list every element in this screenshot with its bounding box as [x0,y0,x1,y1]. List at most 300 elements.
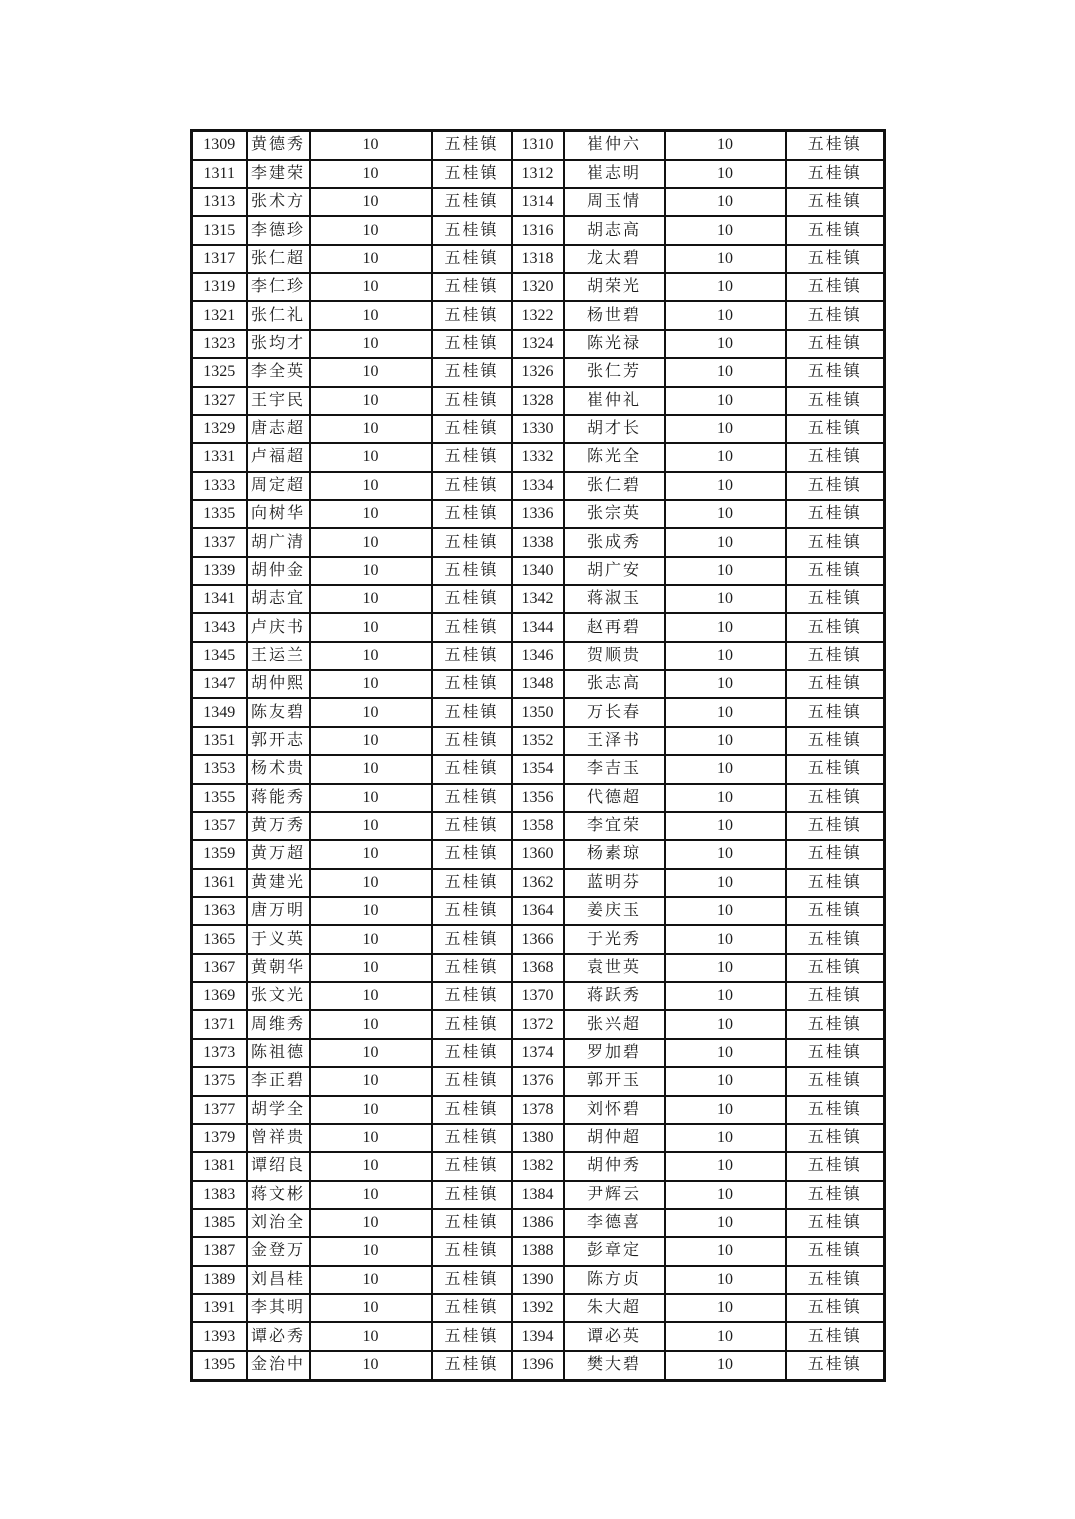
town-name: 五桂镇 [432,528,512,556]
town-name: 五桂镇 [432,982,512,1010]
amount-value: 10 [665,670,786,698]
person-name: 刘昌桂 [247,1266,310,1294]
person-name: 于光秀 [564,925,665,953]
amount-value: 10 [310,160,432,188]
table-row [192,1266,885,1294]
amount-value: 10 [310,897,432,925]
row-number: 1378 [512,1096,564,1124]
row-number: 1380 [512,1124,564,1152]
town-name: 五桂镇 [432,301,512,329]
row-number: 1323 [192,330,247,358]
row-number: 1395 [192,1351,247,1381]
person-name: 唐志超 [247,415,310,443]
row-number: 1396 [512,1351,564,1381]
row-number: 1324 [512,330,564,358]
person-name: 谭绍良 [247,1152,310,1180]
amount-value: 10 [310,1010,432,1038]
amount-value: 10 [665,954,786,982]
town-name: 五桂镇 [786,188,885,216]
amount-value: 10 [665,642,786,670]
person-name: 蒋淑玉 [564,585,665,613]
town-name: 五桂镇 [432,1124,512,1152]
town-name: 五桂镇 [786,387,885,415]
table-row [192,869,885,897]
table-row [192,216,885,244]
person-name: 王宇民 [247,387,310,415]
person-name: 卢福超 [247,443,310,471]
town-name: 五桂镇 [786,784,885,812]
town-name: 五桂镇 [432,925,512,953]
amount-value: 10 [665,982,786,1010]
town-name: 五桂镇 [432,131,512,160]
person-name: 黄朝华 [247,954,310,982]
person-name: 黄万超 [247,840,310,868]
person-name: 朱大超 [564,1294,665,1322]
town-name: 五桂镇 [432,755,512,783]
person-name: 李其明 [247,1294,310,1322]
row-number: 1385 [192,1209,247,1237]
amount-value: 10 [665,472,786,500]
row-number: 1381 [192,1152,247,1180]
town-name: 五桂镇 [786,1294,885,1322]
amount-value: 10 [310,585,432,613]
person-name: 张兴超 [564,1010,665,1038]
town-name: 五桂镇 [432,869,512,897]
person-name: 唐万明 [247,897,310,925]
row-number: 1318 [512,245,564,273]
amount-value: 10 [665,1237,786,1265]
town-name: 五桂镇 [786,131,885,160]
town-name: 五桂镇 [432,1294,512,1322]
row-number: 1355 [192,784,247,812]
amount-value: 10 [310,387,432,415]
row-number: 1313 [192,188,247,216]
table-row [192,784,885,812]
person-name: 胡仲熙 [247,670,310,698]
amount-value: 10 [310,1209,432,1237]
town-name: 五桂镇 [786,1181,885,1209]
town-name: 五桂镇 [432,330,512,358]
row-number: 1347 [192,670,247,698]
amount-value: 10 [310,472,432,500]
person-name: 张志高 [564,670,665,698]
row-number: 1330 [512,415,564,443]
town-name: 五桂镇 [786,528,885,556]
town-name: 五桂镇 [786,557,885,585]
amount-value: 10 [310,784,432,812]
amount-value: 10 [665,387,786,415]
amount-value: 10 [665,330,786,358]
row-number: 1317 [192,245,247,273]
town-name: 五桂镇 [432,500,512,528]
town-name: 五桂镇 [786,330,885,358]
row-number: 1389 [192,1266,247,1294]
town-name: 五桂镇 [786,670,885,698]
town-name: 五桂镇 [432,1067,512,1095]
table-row [192,188,885,216]
table-row [192,1209,885,1237]
person-name: 贺顺贵 [564,642,665,670]
amount-value: 10 [665,869,786,897]
row-number: 1366 [512,925,564,953]
town-name: 五桂镇 [786,160,885,188]
amount-value: 10 [310,1124,432,1152]
town-name: 五桂镇 [432,1152,512,1180]
row-number: 1392 [512,1294,564,1322]
town-name: 五桂镇 [432,358,512,386]
person-name: 李建荣 [247,160,310,188]
town-name: 五桂镇 [786,415,885,443]
row-number: 1316 [512,216,564,244]
person-name: 崔志明 [564,160,665,188]
town-name: 五桂镇 [432,273,512,301]
town-name: 五桂镇 [432,160,512,188]
town-name: 五桂镇 [786,472,885,500]
row-number: 1309 [192,131,247,160]
amount-value: 10 [310,330,432,358]
person-name: 卢庆书 [247,613,310,641]
person-name: 龙太碧 [564,245,665,273]
amount-value: 10 [310,1181,432,1209]
amount-value: 10 [665,358,786,386]
amount-value: 10 [310,1237,432,1265]
row-number: 1344 [512,613,564,641]
row-number: 1394 [512,1322,564,1350]
town-name: 五桂镇 [432,1351,512,1381]
amount-value: 10 [310,500,432,528]
table-row [192,1039,885,1067]
table-row [192,812,885,840]
town-name: 五桂镇 [786,500,885,528]
row-number: 1356 [512,784,564,812]
person-name: 黄建光 [247,869,310,897]
amount-value: 10 [310,670,432,698]
person-name: 曾祥贵 [247,1124,310,1152]
town-name: 五桂镇 [432,1096,512,1124]
town-name: 五桂镇 [786,812,885,840]
amount-value: 10 [665,812,786,840]
row-number: 1325 [192,358,247,386]
person-name: 胡广清 [247,528,310,556]
amount-value: 10 [310,613,432,641]
town-name: 五桂镇 [786,358,885,386]
amount-value: 10 [665,1351,786,1381]
town-name: 五桂镇 [786,1322,885,1350]
person-name: 胡仲超 [564,1124,665,1152]
town-name: 五桂镇 [786,1124,885,1152]
person-name: 万长春 [564,698,665,726]
town-name: 五桂镇 [786,1266,885,1294]
amount-value: 10 [665,755,786,783]
table-row [192,1010,885,1038]
person-name: 李仁珍 [247,273,310,301]
town-name: 五桂镇 [432,1181,512,1209]
table-row [192,472,885,500]
town-name: 五桂镇 [432,557,512,585]
amount-value: 10 [310,1294,432,1322]
row-number: 1370 [512,982,564,1010]
table-row [192,557,885,585]
amount-value: 10 [310,982,432,1010]
amount-value: 10 [665,1181,786,1209]
amount-value: 10 [665,188,786,216]
table-row [192,528,885,556]
amount-value: 10 [665,897,786,925]
amount-value: 10 [665,245,786,273]
table-row [192,1096,885,1124]
amount-value: 10 [665,1294,786,1322]
town-name: 五桂镇 [786,585,885,613]
table-row [192,1152,885,1180]
amount-value: 10 [665,1039,786,1067]
town-name: 五桂镇 [432,472,512,500]
amount-value: 10 [310,131,432,160]
town-name: 五桂镇 [432,698,512,726]
amount-value: 10 [665,528,786,556]
row-number: 1340 [512,557,564,585]
person-name: 张术方 [247,188,310,216]
row-number: 1371 [192,1010,247,1038]
amount-value: 10 [310,443,432,471]
table-row [192,727,885,755]
person-name: 蓝明芬 [564,869,665,897]
table-row [192,330,885,358]
amount-value: 10 [665,613,786,641]
amount-value: 10 [665,784,786,812]
person-name: 张均才 [247,330,310,358]
row-number: 1375 [192,1067,247,1095]
town-name: 五桂镇 [432,216,512,244]
amount-value: 10 [310,1096,432,1124]
person-name: 胡才长 [564,415,665,443]
town-name: 五桂镇 [432,387,512,415]
person-name: 樊大碧 [564,1351,665,1381]
town-name: 五桂镇 [786,869,885,897]
row-number: 1374 [512,1039,564,1067]
amount-value: 10 [665,1322,786,1350]
town-name: 五桂镇 [786,1351,885,1381]
row-number: 1337 [192,528,247,556]
table-row [192,415,885,443]
row-number: 1365 [192,925,247,953]
person-name: 金登万 [247,1237,310,1265]
person-name: 胡学全 [247,1096,310,1124]
person-name: 崔仲六 [564,131,665,160]
town-name: 五桂镇 [786,897,885,925]
amount-value: 10 [665,585,786,613]
table-row [192,1124,885,1152]
person-name: 姜庆玉 [564,897,665,925]
amount-value: 10 [310,869,432,897]
amount-value: 10 [665,1010,786,1038]
person-name: 周定超 [247,472,310,500]
roster-table [190,129,886,1382]
person-name: 金治中 [247,1351,310,1381]
town-name: 五桂镇 [786,301,885,329]
town-name: 五桂镇 [432,642,512,670]
amount-value: 10 [310,698,432,726]
town-name: 五桂镇 [432,954,512,982]
amount-value: 10 [310,415,432,443]
row-number: 1358 [512,812,564,840]
table-row [192,443,885,471]
row-number: 1386 [512,1209,564,1237]
row-number: 1351 [192,727,247,755]
amount-value: 10 [310,188,432,216]
town-name: 五桂镇 [432,812,512,840]
person-name: 李德喜 [564,1209,665,1237]
person-name: 黄德秀 [247,131,310,160]
row-number: 1353 [192,755,247,783]
town-name: 五桂镇 [432,415,512,443]
amount-value: 10 [665,500,786,528]
town-name: 五桂镇 [786,982,885,1010]
town-name: 五桂镇 [432,1322,512,1350]
row-number: 1339 [192,557,247,585]
row-number: 1314 [512,188,564,216]
town-name: 五桂镇 [786,1010,885,1038]
amount-value: 10 [665,443,786,471]
table-row [192,698,885,726]
table-row [192,897,885,925]
table-row [192,755,885,783]
person-name: 张文光 [247,982,310,1010]
row-number: 1349 [192,698,247,726]
table-row [192,954,885,982]
row-number: 1372 [512,1010,564,1038]
row-number: 1361 [192,869,247,897]
person-name: 胡仲金 [247,557,310,585]
amount-value: 10 [310,727,432,755]
town-name: 五桂镇 [786,1237,885,1265]
amount-value: 10 [665,216,786,244]
town-name: 五桂镇 [786,1096,885,1124]
amount-value: 10 [665,925,786,953]
person-name: 尹辉云 [564,1181,665,1209]
town-name: 五桂镇 [432,897,512,925]
person-name: 陈光全 [564,443,665,471]
row-number: 1322 [512,301,564,329]
town-name: 五桂镇 [432,840,512,868]
amount-value: 10 [665,301,786,329]
row-number: 1350 [512,698,564,726]
row-number: 1332 [512,443,564,471]
amount-value: 10 [310,1039,432,1067]
person-name: 刘怀碧 [564,1096,665,1124]
person-name: 张宗英 [564,500,665,528]
person-name: 张成秀 [564,528,665,556]
amount-value: 10 [665,557,786,585]
person-name: 胡志宜 [247,585,310,613]
person-name: 陈光禄 [564,330,665,358]
town-name: 五桂镇 [786,216,885,244]
row-number: 1348 [512,670,564,698]
person-name: 陈友碧 [247,698,310,726]
town-name: 五桂镇 [432,613,512,641]
row-number: 1327 [192,387,247,415]
table-row [192,301,885,329]
table-row [192,500,885,528]
table-row [192,1322,885,1350]
person-name: 蒋跃秀 [564,982,665,1010]
town-name: 五桂镇 [432,1010,512,1038]
town-name: 五桂镇 [432,188,512,216]
person-name: 胡广安 [564,557,665,585]
amount-value: 10 [665,1209,786,1237]
table-row [192,670,885,698]
amount-value: 10 [310,812,432,840]
row-number: 1376 [512,1067,564,1095]
amount-value: 10 [310,954,432,982]
roster-table-body [192,131,885,1381]
person-name: 郭开玉 [564,1067,665,1095]
table-row [192,585,885,613]
row-number: 1369 [192,982,247,1010]
row-number: 1377 [192,1096,247,1124]
person-name: 崔仲礼 [564,387,665,415]
row-number: 1312 [512,160,564,188]
table-row [192,840,885,868]
row-number: 1354 [512,755,564,783]
amount-value: 10 [665,415,786,443]
town-name: 五桂镇 [432,1266,512,1294]
person-name: 刘治全 [247,1209,310,1237]
row-number: 1345 [192,642,247,670]
person-name: 陈方贞 [564,1266,665,1294]
row-number: 1382 [512,1152,564,1180]
amount-value: 10 [665,1096,786,1124]
town-name: 五桂镇 [432,670,512,698]
town-name: 五桂镇 [432,585,512,613]
table-row [192,273,885,301]
town-name: 五桂镇 [786,642,885,670]
person-name: 向树华 [247,500,310,528]
row-number: 1373 [192,1039,247,1067]
person-name: 罗加碧 [564,1039,665,1067]
person-name: 周维秀 [247,1010,310,1038]
row-number: 1335 [192,500,247,528]
town-name: 五桂镇 [786,1152,885,1180]
row-number: 1321 [192,301,247,329]
amount-value: 10 [310,273,432,301]
person-name: 赵再碧 [564,613,665,641]
amount-value: 10 [310,216,432,244]
table-row [192,160,885,188]
amount-value: 10 [310,840,432,868]
row-number: 1388 [512,1237,564,1265]
row-number: 1393 [192,1322,247,1350]
row-number: 1311 [192,160,247,188]
town-name: 五桂镇 [786,840,885,868]
row-number: 1364 [512,897,564,925]
town-name: 五桂镇 [786,273,885,301]
town-name: 五桂镇 [432,443,512,471]
town-name: 五桂镇 [786,443,885,471]
amount-value: 10 [310,1351,432,1381]
amount-value: 10 [310,358,432,386]
row-number: 1338 [512,528,564,556]
person-name: 张仁超 [247,245,310,273]
amount-value: 10 [665,131,786,160]
row-number: 1346 [512,642,564,670]
row-number: 1342 [512,585,564,613]
row-number: 1391 [192,1294,247,1322]
person-name: 李正碧 [247,1067,310,1095]
person-name: 李全英 [247,358,310,386]
person-name: 王泽书 [564,727,665,755]
person-name: 黄万秀 [247,812,310,840]
person-name: 谭必英 [564,1322,665,1350]
